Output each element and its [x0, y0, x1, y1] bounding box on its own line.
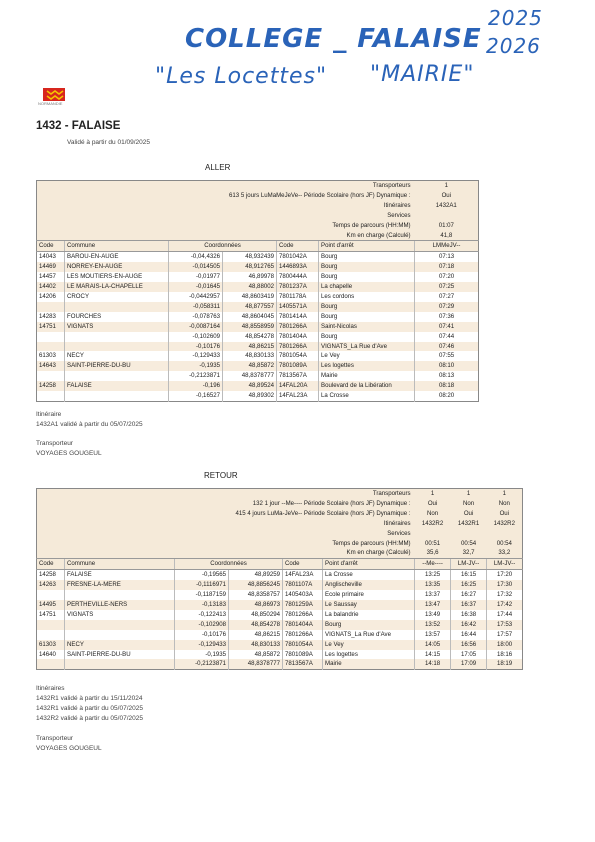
retour-stop-row — [37, 590, 523, 600]
aller-stop-name: Bourg — [319, 302, 415, 312]
retour-latitude: 48,854278 — [229, 620, 283, 630]
retour-commune — [65, 590, 175, 600]
validity-note: Validé à partir du 01/09/2025 — [67, 139, 150, 146]
col-code: Code — [37, 241, 65, 252]
retour-longitude: -0,1187159 — [175, 590, 229, 600]
aller-commune: LE MARAIS-LA-CHAPELLE — [65, 282, 169, 292]
retour-commune-code: 14751 — [39, 610, 56, 618]
retour-commune: FRESNE-LA-MERE — [65, 580, 175, 590]
aller-commune-code: 14469 — [37, 262, 65, 272]
aller-commune-code: 14457 — [39, 273, 56, 281]
aller-stop-code: 7801404A — [277, 332, 319, 342]
aller-commune-code — [37, 342, 65, 352]
periode-value: Oui — [415, 191, 479, 201]
aller-commune: NECY — [65, 351, 169, 361]
r-col-code: Code — [37, 559, 65, 570]
aller-stop-row — [37, 312, 479, 322]
aller-stop-row — [37, 252, 479, 262]
aller-latitude: 48,932439 — [223, 252, 277, 262]
aller-stop-name: Boulevard de la Libération — [319, 381, 415, 391]
temps-value: 01:07 — [415, 221, 479, 231]
aller-stop-row — [37, 262, 479, 272]
aller-stop-code: 7801054A — [277, 351, 319, 361]
aller-stop-code: 7801178A — [277, 292, 319, 302]
aller-commune-code — [37, 332, 65, 342]
aller-stop-code: 14FAL20A — [277, 381, 319, 391]
aller-time: 07:36 — [415, 312, 479, 322]
logo-text: NORMANDIE — [38, 101, 63, 106]
aller-commune — [65, 302, 169, 312]
retour-stop-row — [37, 650, 523, 660]
aller-stop-name: Mairie — [319, 371, 415, 381]
aller-latitude: 48,85872 — [223, 361, 277, 371]
retour-time: 16:44 — [451, 630, 487, 640]
aller-latitude: 48,854278 — [223, 332, 277, 342]
retour-stop-code: 7801089A — [283, 650, 323, 660]
aller-latitude: 48,912765 — [223, 262, 277, 272]
r-col-point-arret: Point d'arrêt — [323, 559, 415, 570]
aller-latitude: 48,877557 — [223, 302, 277, 312]
retour-longitude: -0,13183 — [175, 600, 229, 610]
retour-section-title: RETOUR — [204, 471, 238, 480]
r-periode1-2: Non — [451, 499, 487, 509]
r-itineraire-line-3: 1432R2 validé à partir du 05/07/2025 — [36, 715, 143, 722]
col-days: LMMeJV-- — [415, 241, 479, 252]
r-periode2-1: Non — [415, 509, 451, 519]
r-transporteurs-1: 1 — [415, 489, 451, 499]
aller-latitude: 48,8603419 — [223, 292, 277, 302]
retour-time: 17:20 — [487, 570, 523, 580]
retour-time: 17:42 — [487, 600, 523, 610]
retour-stop-code: 7813567A — [283, 659, 323, 669]
retour-commune-code: 14258 — [39, 571, 56, 579]
retour-latitude: 48,85872 — [229, 650, 283, 660]
aller-time: 08:10 — [415, 361, 479, 371]
aller-commune — [65, 371, 169, 381]
col-commune: Commune — [65, 241, 169, 252]
retour-time: 13:25 — [415, 570, 451, 580]
retour-stop-name: VIGNATS_La Rue d'Ave — [323, 630, 415, 640]
aller-commune — [65, 332, 169, 342]
retour-time: 16:42 — [451, 620, 487, 630]
aller-stop-name: Saint-Nicolas — [319, 322, 415, 332]
aller-stop-code: 7801042A — [277, 252, 319, 262]
aller-stop-code: 7800444A — [277, 272, 319, 282]
retour-commune-code — [37, 659, 65, 669]
aller-stop-name: Les logettes — [319, 361, 415, 371]
itineraire-line: 1432A1 validé à partir du 05/07/2025 — [36, 421, 143, 428]
r-services-label: Services — [37, 529, 415, 539]
retour-stop-row — [37, 610, 523, 620]
aller-timetable — [36, 180, 479, 402]
handwritten-college-note: COLLEGE _ FALAISE — [185, 24, 482, 54]
retour-time: 16:56 — [451, 640, 487, 650]
r-periode2-2: Oui — [451, 509, 487, 519]
retour-time: 17:44 — [487, 610, 523, 620]
retour-time: 17:30 — [487, 580, 523, 590]
retour-commune: FALAISE — [65, 570, 175, 580]
aller-latitude: 48,8604045 — [223, 312, 277, 322]
r-transporteurs-3: 1 — [487, 489, 523, 499]
aller-stop-row — [37, 302, 479, 312]
aller-latitude: 48,8558959 — [223, 322, 277, 332]
retour-commune: NECY — [65, 640, 175, 650]
aller-commune — [65, 391, 169, 401]
aller-stop-name: Les cordons — [319, 292, 415, 302]
r-transporteurs-label: Transporteurs — [37, 489, 415, 499]
normandie-logo-icon — [41, 86, 71, 112]
aller-stop-name: Le Vey — [319, 351, 415, 361]
services-label: Services — [37, 211, 415, 221]
r-transporteur-name: VOYAGES GOUGEUL — [36, 745, 102, 752]
retour-commune-code: 61303 — [37, 640, 65, 650]
r-km-3: 33,2 — [487, 548, 523, 558]
aller-commune — [65, 342, 169, 352]
retour-time: 17:32 — [487, 590, 523, 600]
retour-longitude: -0,10176 — [175, 630, 229, 640]
r-periode1-label: 132 1 jour --Me---- Période Scolaire (hors JF) Dynamique : — [37, 499, 415, 509]
aller-time: 07:46 — [415, 342, 479, 352]
aller-stop-name: Bourg — [319, 252, 415, 262]
aller-stop-name: La Crosse — [319, 391, 415, 401]
r-itineraires-label: Itinéraires — [37, 519, 415, 529]
retour-latitude: 48,86973 — [229, 600, 283, 610]
retour-stop-row — [37, 600, 523, 610]
aller-longitude: -0,0087164 — [169, 322, 223, 332]
aller-stop-name: La chapelle — [319, 282, 415, 292]
retour-longitude: -0,122413 — [175, 610, 229, 620]
retour-latitude: 48,850294 — [229, 610, 283, 620]
retour-time: 16:37 — [451, 600, 487, 610]
retour-stop-name: La Crosse — [323, 570, 415, 580]
r-transporteurs-2: 1 — [451, 489, 487, 499]
r-col-stop-code: Code — [283, 559, 323, 570]
transporteurs-value: 1 — [415, 181, 479, 191]
aller-stop-row — [37, 342, 479, 352]
r-km-2: 32,7 — [451, 548, 487, 558]
aller-longitude: -0,0442957 — [169, 292, 223, 302]
retour-timetable — [36, 488, 523, 670]
r-periode1-3: Non — [487, 499, 523, 509]
retour-commune-code — [37, 630, 65, 640]
retour-longitude: -0,1116971 — [175, 580, 229, 590]
km-label: Km en charge (Calculé) — [37, 231, 415, 241]
aller-commune: BAROU-EN-AUGE — [65, 252, 169, 262]
aller-stop-row — [37, 282, 479, 292]
itineraire-label: Itinéraire — [36, 411, 62, 418]
aller-stop-code: 7801266A — [277, 322, 319, 332]
r-temps-3: 00:54 — [487, 539, 523, 549]
temps-label: Temps de parcours (HH:MM) — [37, 221, 415, 231]
aller-stop-row — [37, 371, 479, 381]
retour-time: 14:18 — [415, 659, 451, 669]
aller-commune-code: 14402 — [37, 282, 65, 292]
aller-longitude: -0,102609 — [169, 332, 223, 342]
aller-longitude: -0,01645 — [169, 282, 223, 292]
retour-latitude: 48,8856245 — [229, 580, 283, 590]
r-itineraire-line-1: 1432R1 validé à partir du 15/11/2024 — [36, 695, 143, 702]
aller-time: 07:13 — [415, 252, 479, 262]
retour-commune-code: 14263 — [37, 580, 65, 590]
aller-stop-row — [37, 292, 479, 302]
aller-commune-code — [37, 391, 65, 401]
handwritten-year-end: 2026 — [486, 34, 541, 58]
itineraires-value: 1432A1 — [415, 201, 479, 211]
aller-commune-code: 61303 — [39, 352, 56, 360]
aller-time: 07:29 — [415, 302, 479, 312]
aller-stop-code: 7813567A — [277, 371, 319, 381]
retour-latitude: 48,8358757 — [229, 590, 283, 600]
retour-time: 13:52 — [415, 620, 451, 630]
r-periode1-1: Oui — [415, 499, 451, 509]
retour-longitude: -0,19565 — [175, 570, 229, 580]
retour-commune — [65, 630, 175, 640]
aller-longitude: -0,1935 — [169, 361, 223, 371]
retour-latitude: 48,89259 — [229, 570, 283, 580]
retour-time: 18:00 — [487, 640, 523, 650]
aller-section-title: ALLER — [205, 163, 231, 172]
retour-commune: PERTHEVILLE-NERS — [65, 600, 175, 610]
aller-commune-code: 14751 — [37, 322, 65, 332]
retour-stop-name: Bourg — [323, 620, 415, 630]
aller-stop-row — [37, 322, 479, 332]
itineraires-label: Itinéraires — [37, 201, 415, 211]
r-itineraire-2: 1432R1 — [451, 519, 487, 529]
retour-longitude: -0,2123871 — [175, 659, 229, 669]
r-km-label: Km en charge (Calculé) — [37, 548, 415, 558]
retour-commune-code: 14495 — [37, 600, 65, 610]
aller-stop-row — [37, 381, 479, 391]
retour-stop-row — [37, 580, 523, 590]
aller-stop-name: Bourg — [319, 332, 415, 342]
transporteurs-label: Transporteurs — [37, 181, 415, 191]
r-periode2-3: Oui — [487, 509, 523, 519]
aller-stop-row — [37, 332, 479, 342]
aller-commune: VIGNATS — [65, 322, 169, 332]
aller-stop-name: VIGNATS_La Rue d'Ave — [319, 342, 415, 352]
aller-time: 07:41 — [415, 322, 479, 332]
retour-time: 13:57 — [415, 630, 451, 640]
retour-longitude: -0,102908 — [175, 620, 229, 630]
aller-stop-row — [37, 391, 479, 401]
aller-commune: FALAISE — [65, 381, 169, 391]
handwritten-year-start: 2025 — [488, 6, 543, 30]
aller-time: 07:27 — [415, 292, 479, 302]
retour-time: 16:15 — [451, 570, 487, 580]
r-temps-2: 00:54 — [451, 539, 487, 549]
aller-commune-code — [37, 371, 65, 381]
r-temps-label: Temps de parcours (HH:MM) — [37, 539, 415, 549]
aller-longitude: -0,058311 — [169, 302, 223, 312]
aller-stop-code: 7801414A — [277, 312, 319, 322]
retour-stop-row — [37, 570, 523, 580]
aller-stop-name: Bourg — [319, 312, 415, 322]
aller-stop-row — [37, 361, 479, 371]
aller-footer — [36, 410, 143, 459]
handwritten-mairie-note: "MAIRIE" — [370, 62, 475, 87]
aller-stop-code: 7801237A — [277, 282, 319, 292]
retour-longitude: -0,129433 — [175, 640, 229, 650]
aller-stop-code: 7801266A — [277, 342, 319, 352]
aller-commune-code — [37, 302, 65, 312]
aller-stop-row — [37, 272, 479, 282]
page-title: 1432 - FALAISE — [36, 120, 121, 132]
retour-stop-code: 7801266A — [283, 610, 323, 620]
aller-longitude: -0,01977 — [169, 272, 223, 282]
retour-stop-name: La balandrie — [323, 610, 415, 620]
r-column-header-row — [37, 559, 523, 570]
aller-latitude: 48,86215 — [223, 342, 277, 352]
retour-stop-code: 7801107A — [283, 580, 323, 590]
aller-commune-code: 14643 — [37, 361, 65, 371]
retour-latitude: 48,8378777 — [229, 659, 283, 669]
aller-time: 08:20 — [415, 391, 479, 401]
aller-stop-name: Bourg — [319, 272, 415, 282]
retour-time: 17:57 — [487, 630, 523, 640]
km-value: 41,8 — [415, 231, 479, 241]
col-stop-code: Code — [277, 241, 319, 252]
retour-stop-name: Anglischeville — [323, 580, 415, 590]
retour-stop-name: Le Vey — [323, 640, 415, 650]
aller-latitude: 48,830133 — [223, 351, 277, 361]
retour-time: 13:37 — [415, 590, 451, 600]
aller-latitude: 48,89524 — [223, 381, 277, 391]
aller-commune: CROCY — [65, 292, 169, 302]
aller-commune: FOURCHES — [65, 312, 169, 322]
r-itineraire-line-2: 1432R1 validé à partir du 05/07/2025 — [36, 705, 143, 712]
retour-time: 17:53 — [487, 620, 523, 630]
retour-time: 13:47 — [415, 600, 451, 610]
aller-time: 08:18 — [415, 381, 479, 391]
aller-longitude: -0,196 — [169, 381, 223, 391]
retour-stop-code: 7801266A — [283, 630, 323, 640]
retour-footer — [36, 684, 143, 754]
aller-longitude: -0,129433 — [169, 351, 223, 361]
retour-time: 14:15 — [415, 650, 451, 660]
retour-commune: VIGNATS — [65, 610, 175, 620]
r-itineraire-3: 1432R2 — [487, 519, 523, 529]
retour-stop-row — [37, 630, 523, 640]
aller-stop-name: Bourg — [319, 262, 415, 272]
aller-longitude: -0,10176 — [169, 342, 223, 352]
retour-commune-code — [37, 590, 65, 600]
aller-commune-code: 14043 — [39, 253, 56, 261]
aller-commune: NORREY-EN-AUGE — [65, 262, 169, 272]
aller-stop-row — [37, 351, 479, 361]
aller-commune-code: 14206 — [39, 292, 56, 300]
aller-longitude: -0,014505 — [169, 262, 223, 272]
retour-time: 17:05 — [451, 650, 487, 660]
aller-latitude: 48,88002 — [223, 282, 277, 292]
aller-commune: SAINT-PIERRE-DU-BU — [65, 361, 169, 371]
retour-stop-name: Les logettes — [323, 650, 415, 660]
r-itineraire-1: 1432R2 — [415, 519, 451, 529]
periode-label: 613 5 jours LuMaMeJeVe-- Période Scolaire (hors JF) Dynamique : — [37, 191, 415, 201]
aller-time: 07:44 — [415, 332, 479, 342]
retour-stop-name: Ecole primaire — [323, 590, 415, 600]
r-temps-1: 00:51 — [415, 539, 451, 549]
retour-stop-code: 7801259A — [283, 600, 323, 610]
aller-longitude: -0,078763 — [169, 312, 223, 322]
retour-stop-name: Mairie — [323, 659, 415, 669]
col-coordonnees: Coordonnées — [169, 241, 277, 252]
retour-stop-code: 7801054A — [283, 640, 323, 650]
retour-stop-row — [37, 659, 523, 669]
aller-stop-code: 1405571A — [277, 302, 319, 312]
aller-commune-code: 14258 — [37, 381, 65, 391]
aller-longitude: -0,16527 — [169, 391, 223, 401]
aller-latitude: 48,8378777 — [223, 371, 277, 381]
handwritten-locettes-note: "Les Locettes" — [155, 64, 328, 89]
aller-latitude: 48,89302 — [223, 391, 277, 401]
aller-stop-code: 1446893A — [277, 262, 319, 272]
retour-stop-row — [37, 620, 523, 630]
retour-stop-name: Le Saussay — [323, 600, 415, 610]
retour-longitude: -0,1935 — [175, 650, 229, 660]
r-itineraires-footer-label: Itinéraires — [36, 685, 65, 692]
transporteur-label: Transporteur — [36, 440, 73, 447]
retour-time: 16:25 — [451, 580, 487, 590]
retour-time: 16:38 — [451, 610, 487, 620]
r-col-coordonnees: Coordonnées — [175, 559, 283, 570]
r-col-commune: Commune — [65, 559, 175, 570]
retour-latitude: 48,86215 — [229, 630, 283, 640]
aller-longitude: -0,04,4326 — [169, 252, 223, 262]
retour-stop-code: 14FAL23A — [283, 570, 323, 580]
r-transporteur-label: Transporteur — [36, 735, 73, 742]
retour-time: 18:19 — [487, 659, 523, 669]
retour-commune — [65, 659, 175, 669]
r-km-1: 35,6 — [415, 548, 451, 558]
aller-commune: LES MOUTIERS-EN-AUGE — [65, 272, 169, 282]
aller-commune-code: 14283 — [39, 312, 56, 320]
retour-stop-code: 7801404A — [283, 620, 323, 630]
r-col-days-1: --Me---- — [415, 559, 451, 570]
retour-commune — [65, 620, 175, 630]
aller-time: 07:18 — [415, 262, 479, 272]
column-header-row — [37, 241, 479, 252]
transporteur-name: VOYAGES GOUGEUL — [36, 450, 102, 457]
col-point-arret: Point d'arrêt — [319, 241, 415, 252]
aller-latitude: 46,89978 — [223, 272, 277, 282]
aller-time: 07:55 — [415, 351, 479, 361]
retour-commune-code — [37, 620, 65, 630]
r-col-days-2: LM-JV-- — [451, 559, 487, 570]
aller-stop-code: 7801089A — [277, 361, 319, 371]
aller-stop-code: 14FAL23A — [277, 391, 319, 401]
retour-time: 17:09 — [451, 659, 487, 669]
retour-time: 16:27 — [451, 590, 487, 600]
retour-stop-code: 1405403A — [283, 590, 323, 600]
aller-time: 08:13 — [415, 371, 479, 381]
r-col-days-3: LM-JV-- — [487, 559, 523, 570]
services-value — [415, 211, 479, 221]
retour-latitude: 48,830133 — [229, 640, 283, 650]
retour-time: 13:49 — [415, 610, 451, 620]
aller-time: 07:20 — [415, 272, 479, 282]
retour-commune-code: 14640 — [39, 650, 56, 658]
retour-commune: SAINT-PIERRE-DU-BU — [65, 650, 175, 660]
retour-stop-row — [37, 640, 523, 650]
retour-time: 14:05 — [415, 640, 451, 650]
retour-time: 13:35 — [415, 580, 451, 590]
aller-time: 07:25 — [415, 282, 479, 292]
r-periode2-label: 415 4 jours LuMa-JeVe-- Période Scolaire (hors JF) Dynamique : — [37, 509, 415, 519]
retour-time: 18:16 — [487, 650, 523, 660]
aller-longitude: -0,2123871 — [169, 371, 223, 381]
